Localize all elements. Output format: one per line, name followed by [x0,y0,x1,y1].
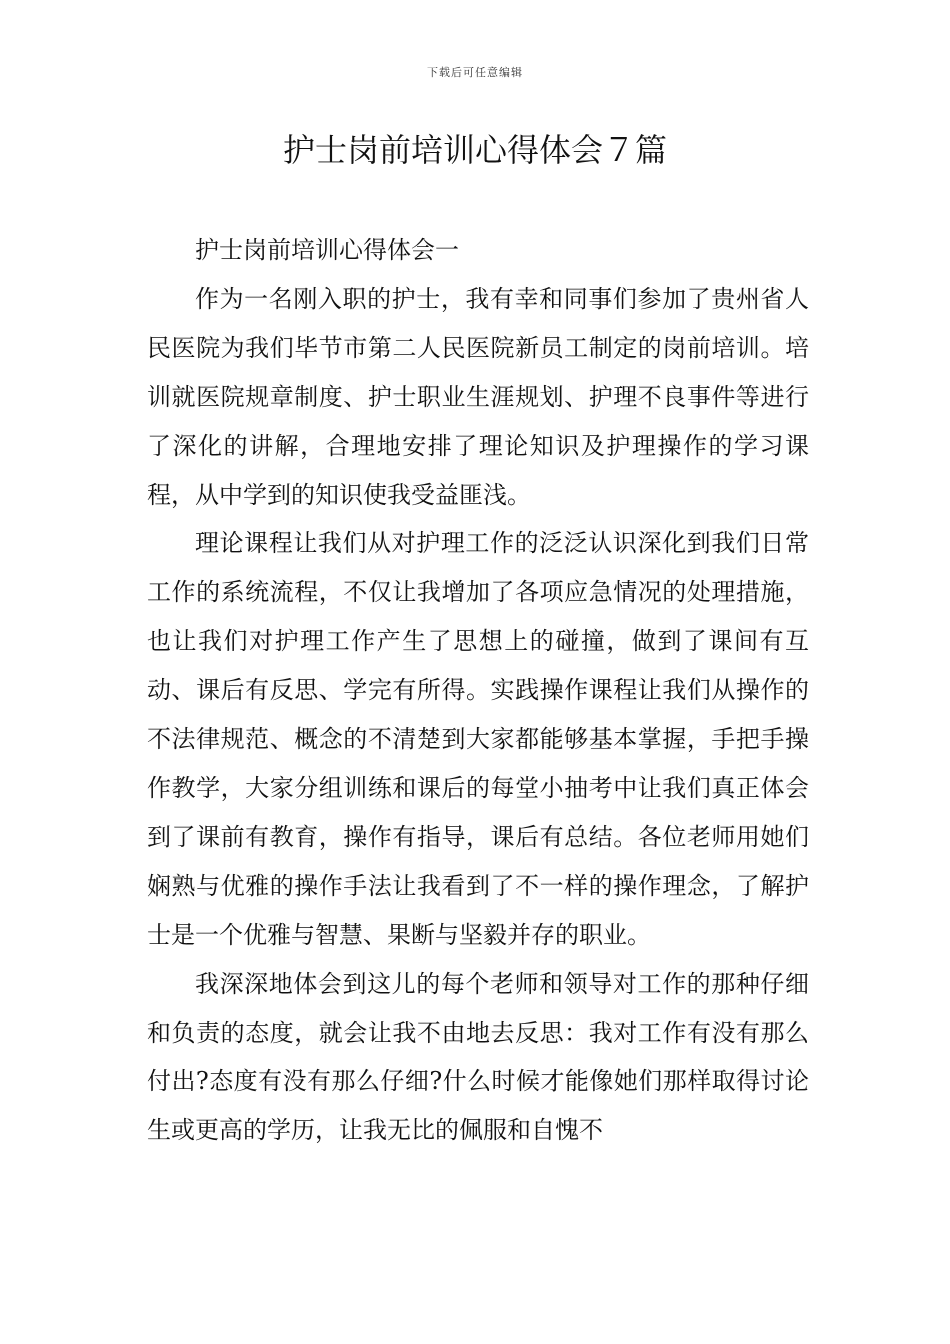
paragraph-2: 理论课程让我们从对护理工作的泛泛认识深化到我们日常工作的系统流程，不仅让我增加了各项应急情况的处理措施，也让我们对护理工作产生了思想上的碰撞，做到了课间有互动、课后有反思、学完有所得。实践操作课程让我们从操作的不法律规范、概念的不清楚到大家都能够基本掌握，手把手操作教学，大家分组训练和课后的每堂小抽考中让我们真正体会到了课前有教育，操作有指导，课后有总结。各位老师用她们娴熟与优雅的操作手法让我看到了不一样的操作理念，了解护士是一个优雅与智慧、果断与坚毅并存的职业。 [147,529,809,949]
section-heading: 护士岗前培训心得体会一 [195,236,459,264]
paragraph-1: 作为一名刚入职的护士，我有幸和同事们参加了贵州省人民医院为我们毕节市第二人民医院新员工制定的岗前培训。培训就医院规章制度、护士职业生涯规划、护理不良事件等进行了深化的讲解，合理地安排了理论知识及护理操作的学习课程，从中学到的知识使我受益匪浅。 [147,284,809,509]
document-title: 护士岗前培训心得体会７篇 [282,131,667,169]
header-note: 下载后可任意编辑 [427,66,523,79]
paragraph-3: 我深深地体会到这儿的每个老师和领导对工作的那种仔细和负责的态度，就会让我不由地去反思：我对工作有没有那么付出?态度有没有那么仔细?什么时候才能像她们那样取得讨论生或更高的学历，让我无比的佩服和自愧不 [147,969,809,1145]
document-body [147,226,809,1155]
